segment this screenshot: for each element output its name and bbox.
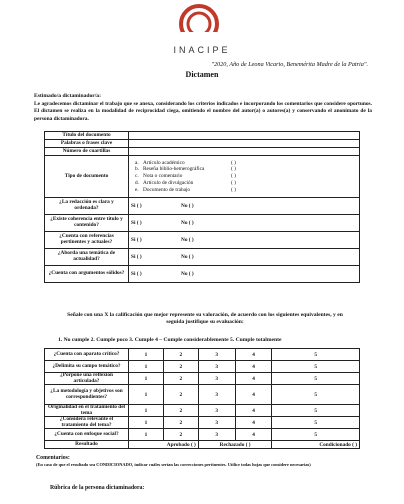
score-cell[interactable]: 5 xyxy=(272,417,360,429)
score-cell[interactable]: 4 xyxy=(235,429,272,441)
score-cell[interactable]: 3 xyxy=(198,349,235,361)
score-cell[interactable]: 2 xyxy=(163,417,198,429)
yes-option[interactable]: Si ( ) xyxy=(131,237,142,243)
checkbox: ( ) xyxy=(231,186,236,193)
question-label: ¿Cuenta con referencias pertinentes y actuales? xyxy=(45,232,129,249)
checkbox: ( ) xyxy=(231,173,236,180)
criterion-label: ¿La metodología y objetivos son correspondientes? xyxy=(45,385,129,405)
score-cell[interactable]: 2 xyxy=(163,373,198,385)
scale-legend: 1. No cumple 2. Cumple poco 3. Cumple 4 – Cumple considerablemente 5. Cumple totalmente xyxy=(58,337,282,343)
type-option[interactable]: b. Reseña biblio-hemerográfica ( ) xyxy=(135,166,236,173)
salutation: Estimado/a dictaminador/a: xyxy=(34,93,101,99)
criterion-label: ¿Delimita su campo temático? xyxy=(45,361,129,373)
criterion-label: ¿Considera relevante el tratamiento del tema? xyxy=(45,417,129,429)
criterion-label: ¿Cuenta con enfoque social? xyxy=(45,429,129,441)
question-label: ¿Aborda una temática de actualidad? xyxy=(45,249,129,266)
checkbox: ( ) xyxy=(231,166,236,173)
pages-label: Número de cuartillas xyxy=(45,148,129,156)
approved-option[interactable]: Aprobado ( ) xyxy=(129,441,199,449)
score-cell[interactable]: 1 xyxy=(129,429,164,441)
yes-option[interactable]: Si ( ) xyxy=(131,203,142,209)
score-cell[interactable]: 5 xyxy=(272,385,360,405)
score-cell[interactable]: 4 xyxy=(235,385,272,405)
comments-note: (En caso de que el resultado sea CONDICIONADO, indicar cuáles serían las correcciones pertinentes. Utilice todas hojas que considere necesarias) xyxy=(36,462,311,467)
keywords-field[interactable] xyxy=(129,140,360,148)
score-cell[interactable]: 4 xyxy=(235,417,272,429)
score-cell[interactable]: 4 xyxy=(235,361,272,373)
inacipe-logo-icon xyxy=(171,4,227,44)
pages-field[interactable] xyxy=(129,148,360,156)
score-cell[interactable]: 1 xyxy=(129,349,164,361)
type-option[interactable]: c. Nota o comentario ( ) xyxy=(135,173,236,180)
score-cell[interactable]: 3 xyxy=(198,385,235,405)
year-motto: "2020, Año de Leona Vicario, Benemérita Madre de la Patria". xyxy=(211,61,368,68)
type-option[interactable]: a. Artículo académico ( ) xyxy=(135,159,236,166)
type-option[interactable]: e. Documento de trabajo ( ) xyxy=(135,186,236,193)
score-cell[interactable]: 3 xyxy=(198,373,235,385)
score-cell[interactable]: 4 xyxy=(235,349,272,361)
title-field[interactable] xyxy=(129,132,360,140)
title-label: Título del documento xyxy=(45,132,129,140)
question-label: ¿Cuenta con argumentos sólidos? xyxy=(45,266,129,283)
score-cell[interactable]: 2 xyxy=(163,429,198,441)
score-cell[interactable]: 1 xyxy=(129,373,164,385)
score-cell[interactable]: 1 xyxy=(129,385,164,405)
score-cell[interactable]: 1 xyxy=(129,405,164,417)
score-cell[interactable]: 5 xyxy=(272,349,360,361)
no-option[interactable]: No ( ) xyxy=(181,254,194,260)
yes-option[interactable]: Si ( ) xyxy=(131,271,142,277)
signature-label: Rúbrica de la persona dictaminadora: xyxy=(50,485,145,491)
checkbox: ( ) xyxy=(231,159,236,166)
no-option[interactable]: No ( ) xyxy=(181,237,194,243)
score-cell[interactable]: 2 xyxy=(163,361,198,373)
no-option[interactable]: No ( ) xyxy=(181,220,194,226)
type-options xyxy=(129,156,360,198)
criterion-label: Originalidad en el tratamiento del tema xyxy=(45,405,129,417)
criterion-label: ¿Porpone una reflexión articulada? xyxy=(45,373,129,385)
result-label: Resultado xyxy=(45,441,129,449)
score-cell[interactable]: 3 xyxy=(198,417,235,429)
no-option[interactable]: No ( ) xyxy=(181,203,194,209)
type-label: Tipo de documento xyxy=(45,156,129,198)
score-cell[interactable]: 5 xyxy=(272,429,360,441)
score-cell[interactable]: 3 xyxy=(198,429,235,441)
criterion-label: ¿Cuenta con aparato crítico? xyxy=(45,349,129,361)
score-cell[interactable]: 2 xyxy=(163,385,198,405)
document-info-table xyxy=(44,131,360,283)
rating-instructions: Señale con una X la calificación que mejor represente su valoración, de acuerdo con los siguientes equivalentes, y en seguida justifique su evaluación: xyxy=(67,312,343,326)
conditional-option[interactable]: Condicionado ( ) xyxy=(272,441,360,449)
score-cell[interactable]: 4 xyxy=(235,405,272,417)
intro-paragraph: Le agradecemos dictaminar el trabajo que se anexa, considerando los criterios indicados e incorporando los comentarios que considere oportunos. El dictamen se realiza en la modalidad de reciprocidad ciega, omitiendo el nombre del autor(a) o autores(a) y conservando el anonimato de la persona dictaminadora. xyxy=(34,101,372,122)
page-title: Dictamen xyxy=(185,70,219,79)
score-cell[interactable]: 1 xyxy=(129,361,164,373)
checkbox: ( ) xyxy=(231,179,236,186)
yes-option[interactable]: Si ( ) xyxy=(131,220,142,226)
score-cell[interactable]: 2 xyxy=(163,349,198,361)
score-cell[interactable]: 2 xyxy=(163,405,198,417)
brand-name: INACIPE xyxy=(173,45,231,55)
no-option[interactable]: No ( ) xyxy=(181,271,194,277)
question-label: ¿La redacción es clara y ordenada? xyxy=(45,198,129,215)
score-cell[interactable]: 1 xyxy=(129,417,164,429)
score-cell[interactable]: 5 xyxy=(272,361,360,373)
score-cell[interactable]: 5 xyxy=(272,373,360,385)
rejected-option[interactable]: Rechazado ( ) xyxy=(198,441,272,449)
score-cell[interactable]: 5 xyxy=(272,405,360,417)
rating-table xyxy=(44,348,360,449)
yes-option[interactable]: Si ( ) xyxy=(131,254,142,260)
keywords-label: Palabras o frases clave xyxy=(45,140,129,148)
score-cell[interactable]: 4 xyxy=(235,373,272,385)
score-cell[interactable]: 3 xyxy=(198,405,235,417)
type-option[interactable]: d. Artículo de divulgación ( ) xyxy=(135,179,236,186)
question-label: ¿Existe coherencia entre título y contenido? xyxy=(45,215,129,232)
score-cell[interactable]: 3 xyxy=(198,361,235,373)
comments-label: Comentarios: xyxy=(36,455,70,461)
